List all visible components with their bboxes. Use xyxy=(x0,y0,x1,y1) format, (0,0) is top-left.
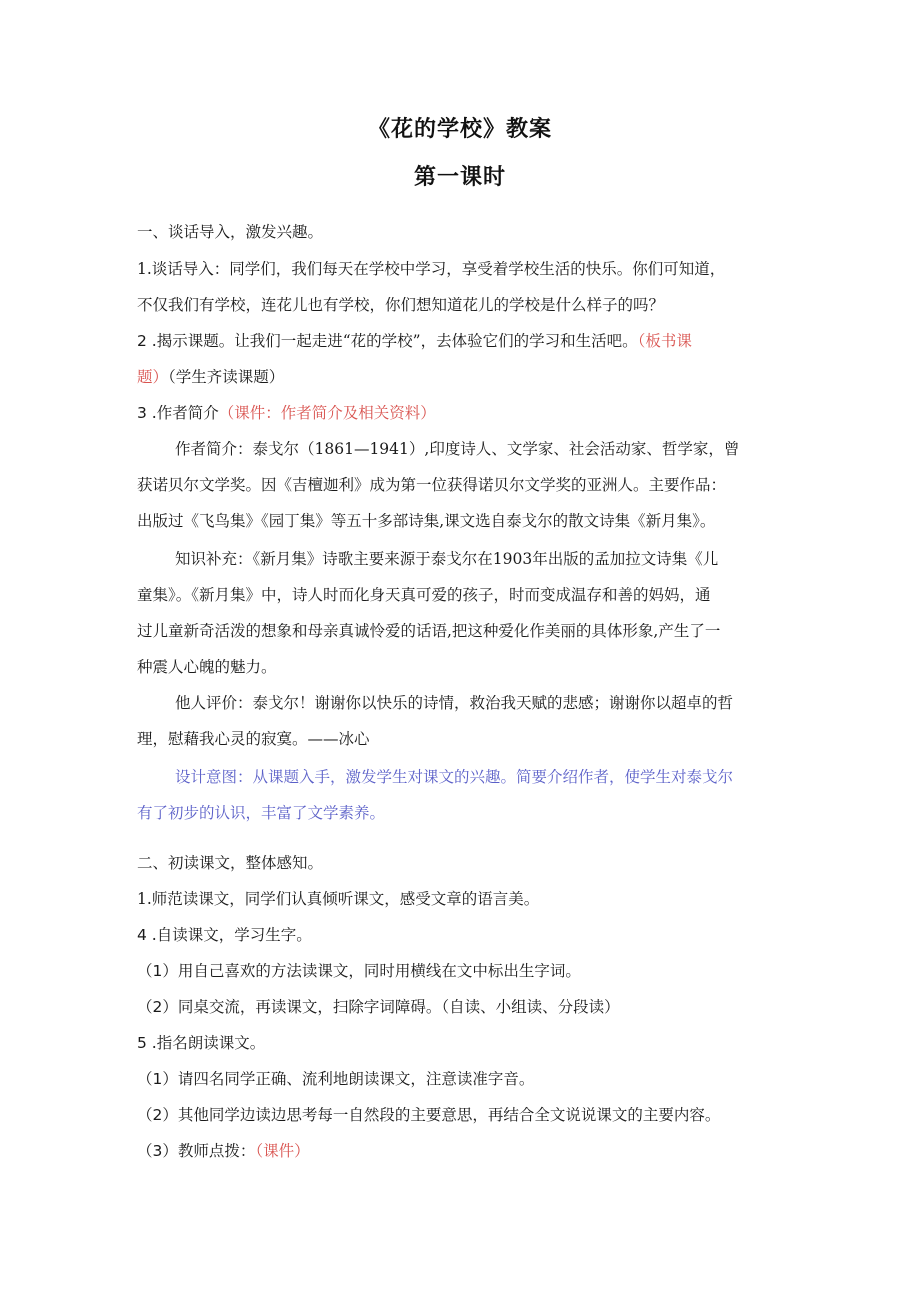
sub-item-number: （2） xyxy=(137,998,178,1016)
item-number: 4 xyxy=(137,926,147,944)
paragraph-reveal-title-cont xyxy=(137,367,787,387)
knowledge-line-4: 种震人心魄的魅力。 xyxy=(137,658,277,676)
sub-item-number: （1） xyxy=(137,1070,178,1088)
sub-item-text: 教师点拨： xyxy=(177,1142,256,1160)
board-note: （板书课 xyxy=(637,332,692,350)
evaluation-line-2: 理，慰藉我心灵的寂寞。——冰心 xyxy=(137,730,370,748)
paragraph-teacher-read: 1.师范读课文，同学们认真倾听课文，感受文章的语言美。 xyxy=(137,890,540,908)
sub-item-3 xyxy=(137,1069,787,1089)
sub-item-text: 其他同学边读边思考每一自然段的主要意思，再结合全文说说课文的主要内容。 xyxy=(177,1106,721,1124)
knowledge-line-1: 知识补充：《新月集》诗歌主要来源于泰戈尔在1903年出版的孟加拉文诗集《儿 xyxy=(175,550,719,568)
sub-item-text: 同桌交流，再读课文，扫除字词障碍。（自读、小组读、分段读） xyxy=(177,998,620,1016)
bio-line-1: 作者简介：泰戈尔（1861—1941）,印度诗人、文学家、社会活动家、哲学家，曾 xyxy=(175,440,740,458)
board-note-cont: 题） xyxy=(137,368,169,386)
paragraph-intro-line-1: 1.谈话导入：同学们，我们每天在学校中学习，享受着学校生活的快乐。你们可知道， xyxy=(137,260,726,278)
courseware-note: （课件） xyxy=(255,1142,310,1160)
sub-item-4 xyxy=(137,1105,787,1125)
paragraph-intro-line-2: 不仅我们有学校，连花儿也有学校，你们想知道花儿的学校是什么样子的吗？ xyxy=(137,296,665,314)
knowledge-line-2: 童集》。《新月集》中，诗人时而化身天真可爱的孩子，时而变成温存和善的妈妈，通 xyxy=(137,586,711,604)
section-heading-2: 二、初读课文，整体感知。 xyxy=(137,854,324,872)
sub-item-number: （3） xyxy=(137,1142,178,1160)
paragraph-author-intro xyxy=(137,403,787,423)
sub-item-2 xyxy=(137,997,787,1017)
paragraph-reveal-title xyxy=(137,331,787,351)
sub-item-1 xyxy=(137,961,787,981)
sub-item-number: （1） xyxy=(137,962,178,980)
knowledge-line-3: 过儿童新奇活泼的想象和母亲真诚怜爱的话语,把这种爱化作美丽的具体形象,产生了一 xyxy=(137,622,721,640)
item-number: 3 xyxy=(137,404,147,422)
design-intent-line-2: 有了初步的认识，丰富了文学素养。 xyxy=(137,804,386,822)
self-read-text: .自读课文，学习生字。 xyxy=(146,926,312,944)
section-heading-1: 一、谈话导入，激发兴趣。 xyxy=(137,223,324,241)
courseware-note: （课件：作者简介及相关资料） xyxy=(218,404,436,422)
design-intent-line-1: 设计意图：从课题入手，激发学生对课文的兴趣。简要介绍作者，使学生对泰戈尔 xyxy=(175,768,734,786)
document-subtitle: 第一课时 xyxy=(413,165,506,190)
paragraph-read-aloud xyxy=(137,1033,787,1053)
sub-item-text: 请四名同学正确、流利地朗读课文，注意读准字音。 xyxy=(177,1070,535,1088)
sub-item-number: （2） xyxy=(137,1106,178,1124)
read-aloud-text: .指名朗读课文。 xyxy=(146,1034,266,1052)
author-intro-text: .作者简介 xyxy=(146,404,219,422)
item-number: 5 xyxy=(137,1034,147,1052)
paragraph-self-read xyxy=(137,925,787,945)
sub-item-text: 用自己喜欢的方法读课文，同时用横线在文中标出生字词。 xyxy=(177,962,581,980)
evaluation-line-1: 他人评价：泰戈尔！谢谢你以快乐的诗情，救治我天赋的悲感；谢谢你以超卓的哲 xyxy=(175,694,734,712)
reveal-text: .揭示课题。让我们一起走进“花的学校”，去体验它们的学习和生活吧。 xyxy=(146,332,638,350)
item-number: 2 xyxy=(137,332,147,350)
reveal-text-cont: （学生齐读课题） xyxy=(168,368,285,386)
bio-line-3: 出版过《飞鸟集》《园丁集》等五十多部诗集,课文选自泰戈尔的散文诗集《新月集》。 xyxy=(137,512,716,530)
bio-line-2: 获诺贝尔文学奖。因《吉檀迦利》成为第一位获得诺贝尔文学奖的亚洲人。主要作品： xyxy=(137,476,727,494)
sub-item-5 xyxy=(137,1141,787,1161)
document-title: 《花的学校》教案 xyxy=(367,117,552,142)
